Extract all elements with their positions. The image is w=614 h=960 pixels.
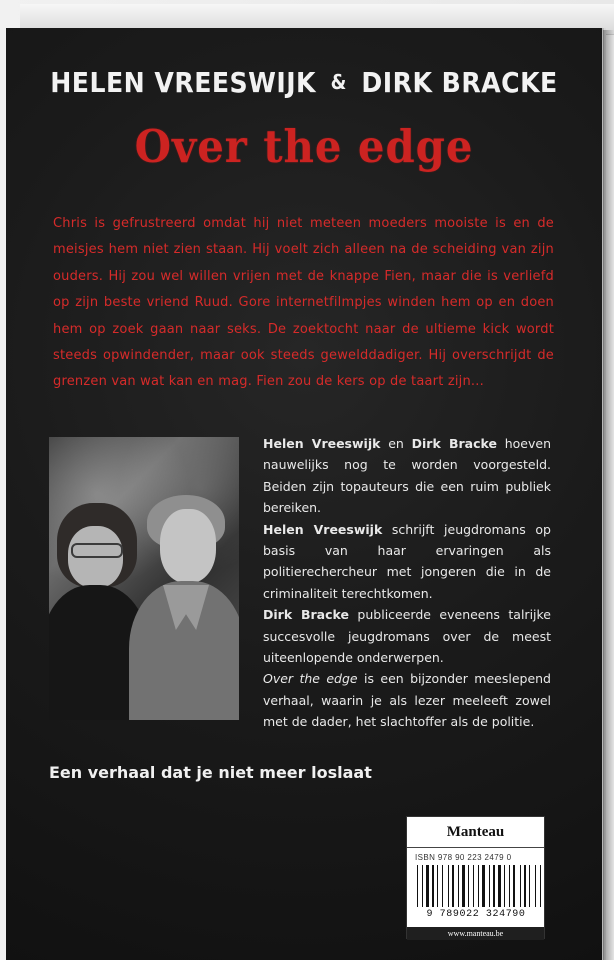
bio-paragraph-4 — [263, 668, 551, 732]
barcode-box — [406, 816, 545, 939]
barcode-bar — [437, 865, 438, 907]
bio-text-4: is een bijzonder meeslepend verhaal, waarin je als lezer meeleeft zowel met de dader, het slachtoffer als de politie. — [263, 671, 551, 730]
barcode-bar — [524, 865, 526, 907]
barcode-number: 9 789022 324790 — [426, 909, 526, 920]
barcode-bar — [473, 865, 474, 907]
publisher-url: www.manteau.be — [407, 927, 544, 940]
barcode-bar — [426, 865, 429, 907]
spine-shadow — [603, 30, 614, 960]
barcode-bar — [448, 865, 449, 907]
barcode-bar — [462, 865, 465, 907]
bio-text-1: hoeven nauwelijks nog te worden voorgesteld. Beiden zijn topauteurs die een ruim publiek bereiken. — [263, 436, 552, 516]
barcode-bar — [540, 865, 541, 907]
barcode-bar — [520, 865, 521, 907]
bio-text-2: schrijft jeugdromans op basis van haar ervaringen als politierechercheur met jongeren die in de criminaliteit terechtkomen. — [263, 521, 551, 601]
bio-book-title: Over the edge — [263, 671, 358, 687]
blurb-text: Chris is gefrustreerd omdat hij niet meteen moeders mooiste is en de meisjes hem niet zien staan. Hij voelt zich alleen na de scheiding van zijn ouders. Hij zou wel willen vrijen met de knappe Fien, maar die is verliefd op zijn beste vriend Ruud. Gore internetfilmpjes winden hem op en doen hem op zoek gaan naar seks. De zoektocht naar de ultieme kick wordt steeds opwindender, maar ook steeds gewelddadiger. Hij overschrijdt de grenzen van wat kan en mag. Fien zou de kers op de taart zijn... — [53, 216, 554, 390]
barcode-bar — [509, 865, 510, 907]
barcode-bar — [452, 865, 454, 907]
book-title: Over the edge — [134, 120, 474, 173]
bio-author-2: Dirk Bracke — [411, 436, 497, 451]
barcode-icon — [417, 865, 535, 907]
bio-paragraph-2 — [263, 519, 551, 605]
barcode-bar — [498, 865, 501, 907]
barcode-bar — [493, 865, 495, 907]
author-bio — [263, 433, 551, 733]
barcode-bar — [442, 865, 443, 907]
bio-paragraph-3 — [263, 604, 551, 668]
barcode-bar — [468, 865, 469, 907]
author-photo — [49, 437, 239, 720]
barcode-bar — [478, 865, 479, 907]
barcode-bar — [529, 865, 530, 907]
bio-paragraph-1 — [263, 433, 551, 519]
bio-author-dirk: Dirk Bracke — [263, 607, 349, 623]
barcode-bar — [489, 865, 490, 907]
barcode-bar — [535, 865, 536, 907]
author-name-right: DIRK BRACKE — [361, 66, 558, 99]
author-line — [36, 66, 572, 99]
bio-connector: en — [380, 436, 412, 451]
back-cover — [6, 28, 602, 960]
barcode-bar — [417, 865, 418, 907]
tagline: Een verhaal dat je niet meer loslaat — [49, 763, 372, 782]
isbn-number: ISBN 978 90 223 2479 0 — [415, 853, 512, 862]
barcode-bar — [504, 865, 505, 907]
man-face — [160, 509, 216, 583]
publisher-name: Manteau — [407, 817, 544, 848]
barcode-bar — [422, 865, 423, 907]
barcode-bar — [432, 865, 434, 907]
glasses-icon — [71, 543, 123, 558]
ampersand: & — [330, 70, 347, 94]
author-name-left: HELEN VREESWIJK — [50, 66, 317, 99]
barcode-bar — [458, 865, 459, 907]
bio-author-1: Helen Vreeswijk — [263, 436, 381, 451]
barcode-bar — [482, 865, 485, 907]
bio-author-helen: Helen Vreeswijk — [263, 521, 383, 537]
bio-text-3: publiceerde eveneens talrijke succesvolle jeugdromans over de meest uiteenlopende onderwerpen. — [263, 607, 551, 666]
barcode-bar — [513, 865, 515, 907]
